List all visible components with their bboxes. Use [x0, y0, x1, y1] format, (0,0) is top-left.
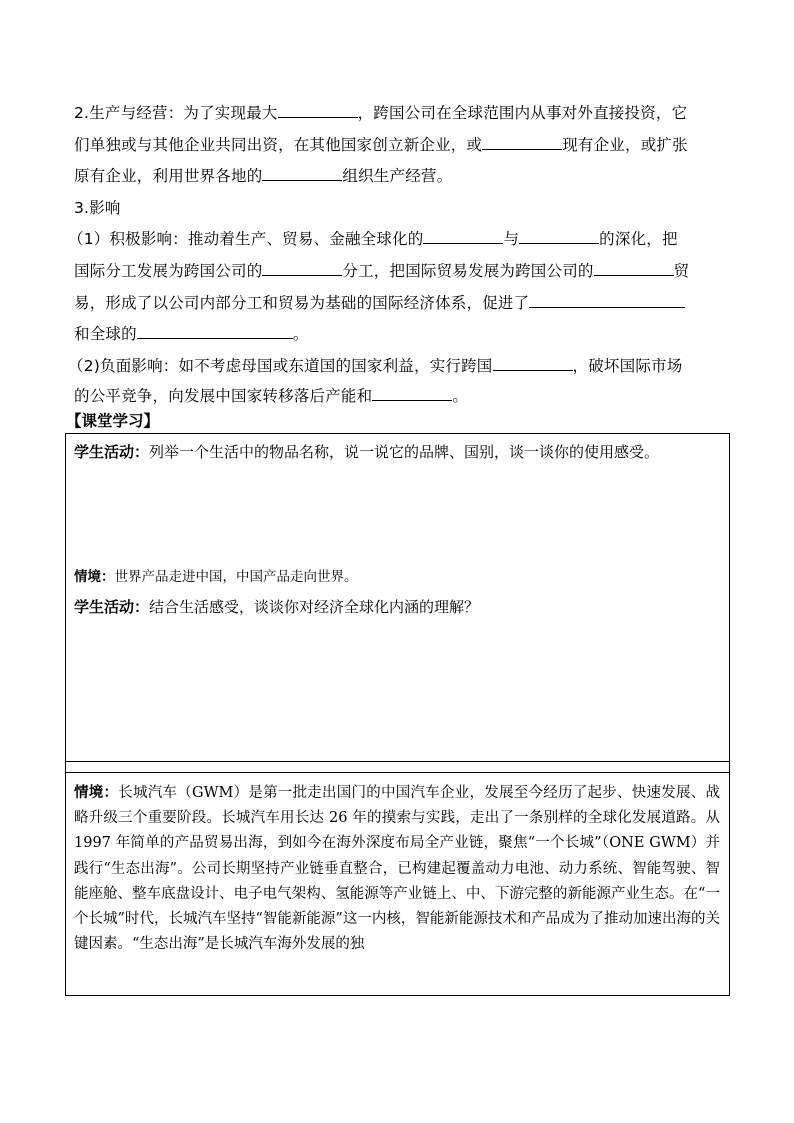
negative-impact-line2: 的公平竞争，向发展中国家转移落后产能和 。	[74, 387, 469, 405]
table-gap	[65, 762, 730, 772]
positive-impact-line4: 和全球的 。	[74, 325, 309, 343]
section2-line3: 原有企业，利用世界各地的 组织生产经营。	[74, 167, 453, 185]
fill-blank[interactable]	[372, 386, 452, 401]
fill-blank[interactable]	[262, 166, 342, 181]
positive-impact-line1: （1）积极影响：推动着生产、贸易、金融全球化的 与 的深化，把	[68, 230, 678, 248]
section2-line2: 们单独或与其他企业共同出资，在其他国家创立新企业，或 现有企业，或扩张	[74, 136, 688, 154]
student-activity-2: 学生活动：结合生活感受，谈谈你对经济全球化内涵的理解？	[74, 598, 480, 616]
fill-blank[interactable]	[529, 293, 685, 308]
fill-blank[interactable]	[423, 229, 503, 244]
fill-blank[interactable]	[493, 356, 573, 371]
fill-blank[interactable]	[482, 135, 562, 150]
positive-impact-line3: 易，形成了以公司内部分工和贸易为基础的国际经济体系，促进了	[74, 293, 685, 313]
fill-blank[interactable]	[519, 229, 599, 244]
fill-blank[interactable]	[262, 261, 342, 276]
section2-line1: 2.生产与经营：为了实现最大 ，跨国公司在全球范围内从事对外直接投资，它	[74, 104, 688, 122]
fill-blank[interactable]	[137, 324, 293, 339]
positive-impact-line2: 国际分工发展为跨国公司的 分工，把国际贸易发展为跨国公司的 贸	[74, 262, 690, 280]
fill-blank[interactable]	[278, 103, 358, 118]
fill-blank[interactable]	[594, 261, 674, 276]
situation-2: 情境：长城汽车（GWM）是第一批走出国门的中国汽车企业，发展至今经历了起步、快速发展、战略升级三个重要阶段。长城汽车用长达 26 年的摸索与实践，走出了一条别样的全球化发展道路。从 1997 年简单的产品贸易出海，到如今在海外深度布局全产业链，聚焦“一个长城”（ONE GWM）并践行“生态出海”。公司长期坚持产业链垂直整合，已构建起覆盖动力电池、动力系统、智能驾驶、智能座舱、整车底盘设计、电子电气架构、氢能源等产业链上、中、下游完整的新能源产业生态。在“一个长城”时代，长城汽车坚持“智能新能源”这一内核，智能新能源技术和产品成为了推动加速出海的关键因素。“生态出海”是长城汽车海外发展的独	[74, 784, 720, 953]
student-activity-1: 学生活动：列举一个生活中的物品名称，说一说它的品牌、国别，谈一谈你的使用感受。	[74, 443, 660, 461]
negative-impact-line1: （2)负面影响：如不考虑母国或东道国的国家利益，实行跨国 ，破坏国际市场	[68, 357, 683, 375]
classroom-title: 【课堂学习】	[66, 412, 160, 430]
section3-title: 3.影响	[74, 199, 121, 217]
situation-1: 情境：世界产品走进中国，中国产品走向世界。	[74, 569, 358, 585]
